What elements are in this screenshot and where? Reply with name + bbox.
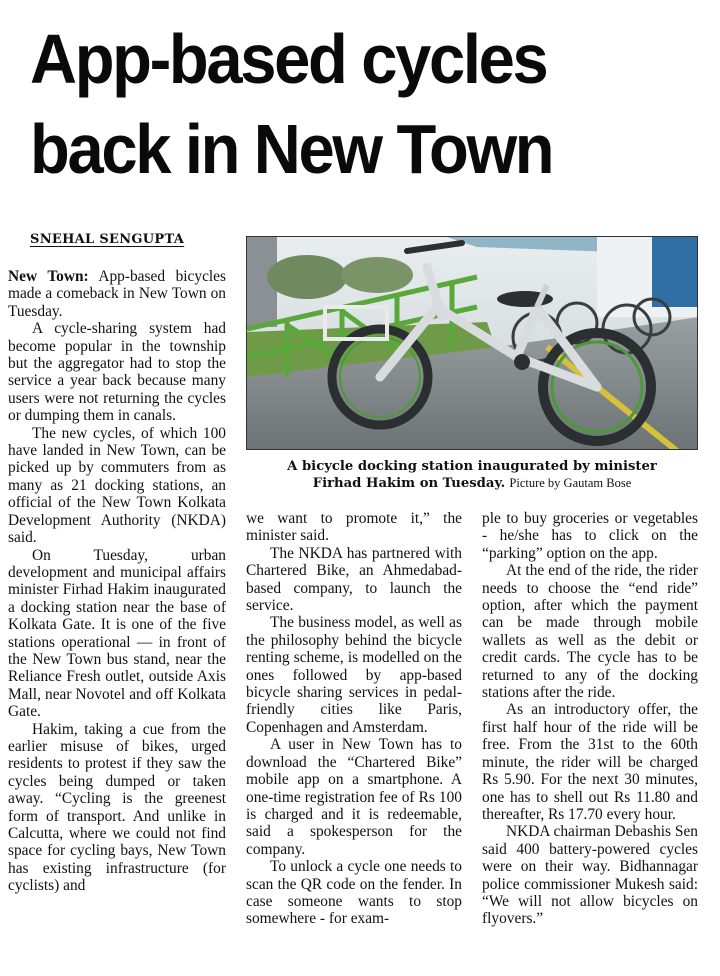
paragraph: On Tuesday, urban development and municipal affairs minister Firhad Hakim inaugurated a docking station near the base of Kolkata Gate. It is one of the five stations operational — in front of the New Town bus stand, near the Reliance Fresh outlet, outside Axis Mall, near Novotel and off Kolkata Gate.: [8, 546, 226, 721]
headline-line-2: back in New Town: [30, 110, 553, 188]
paragraph: To unlock a cycle one needs to scan the QR code on the fender. In case someone wants to stop somewhere - for exam-: [246, 858, 462, 928]
article-column-1: [8, 268, 226, 895]
headline-line-1: App-based cycles: [30, 20, 547, 98]
paragraph-text: App-based bicycles made a comeback in New Town on Tuesday.: [8, 268, 226, 320]
article-column-3: [482, 510, 698, 928]
bicycle-docking-station-image: [247, 237, 698, 450]
paragraph: The business model, as well as the philosophy behind the bicycle renting scheme, is modelled on the ones followed by app-based bicycle sharing services in pedal-friendly cities like Paris, Copenhagen and Amsterdam.: [246, 614, 462, 736]
paragraph: we want to promote it,” the minister said.: [246, 510, 462, 545]
paragraph: The NKDA has partnered with Chartered Bike, an Ahmedabad-based company, to launch the service.: [246, 544, 462, 615]
paragraph: The new cycles, of which 100 have landed in New Town, can be picked up by commuters from as many as 21 docking stations, an official of the New Town Kolkata Development Authority (NKDA) said.: [8, 424, 226, 547]
byline: SNEHAL SENGUPTA: [30, 232, 185, 247]
paragraph: [8, 268, 226, 320]
photo-credit: Picture by Gautam Bose: [509, 476, 632, 490]
caption-line-2: Firhad Hakim on Tuesday.: [312, 476, 506, 491]
dateline: New Town:: [8, 268, 89, 285]
article-column-2: [246, 510, 462, 928]
paragraph: A user in New Town has to download the “Chartered Bike” mobile app on a smartphone. A one-time registration fee of Rs 100 is charged and it is redeemable, said a spokesperson for the company.: [246, 736, 462, 858]
paragraph: As an introductory offer, the first half hour of the ride will be free. From the 31st to the 60th minute, the rider will be charged Rs 5.90. For the next 30 minutes, one has to shell out Rs 11.80 and thereafter, Rs 17.70 every hour.: [482, 701, 698, 823]
headline: [30, 14, 653, 194]
caption-line-1: A bicycle docking station inaugurated by minister: [287, 459, 657, 474]
paragraph: At the end of the ride, the rider needs to choose the “end ride” option, after which the payment can be made through mobile wallets as well as the debit or credit cards. The cycle has to be returned to any of the docking stations after the ride.: [482, 562, 698, 702]
paragraph: A cycle-sharing system had become popular in the township but the aggregator had to stop the service a year back because many users were not returning the cycles or dumping them in canals.: [8, 320, 226, 425]
paragraph: NKDA chairman Debashis Sen said 400 battery-powered cycles were on their way. Bidhannagar police commissioner Mukesh said: “We will not allow bicycles on flyovers.”: [482, 823, 698, 928]
paragraph: ple to buy groceries or vegetables - he/she has to click on the “parking” option on the app.: [482, 510, 698, 562]
paragraph: Hakim, taking a cue from the earlier misuse of bikes, urged residents to protest if they saw the cycles being dumped or taken away. “Cycling is the greenest form of transport. And unlike in Calcutta, where we could not find space for cycling bays, New Town has existing infrastructure (for cyclists) and: [8, 720, 226, 895]
article-photo: [246, 236, 698, 450]
photo-caption: [246, 458, 698, 492]
